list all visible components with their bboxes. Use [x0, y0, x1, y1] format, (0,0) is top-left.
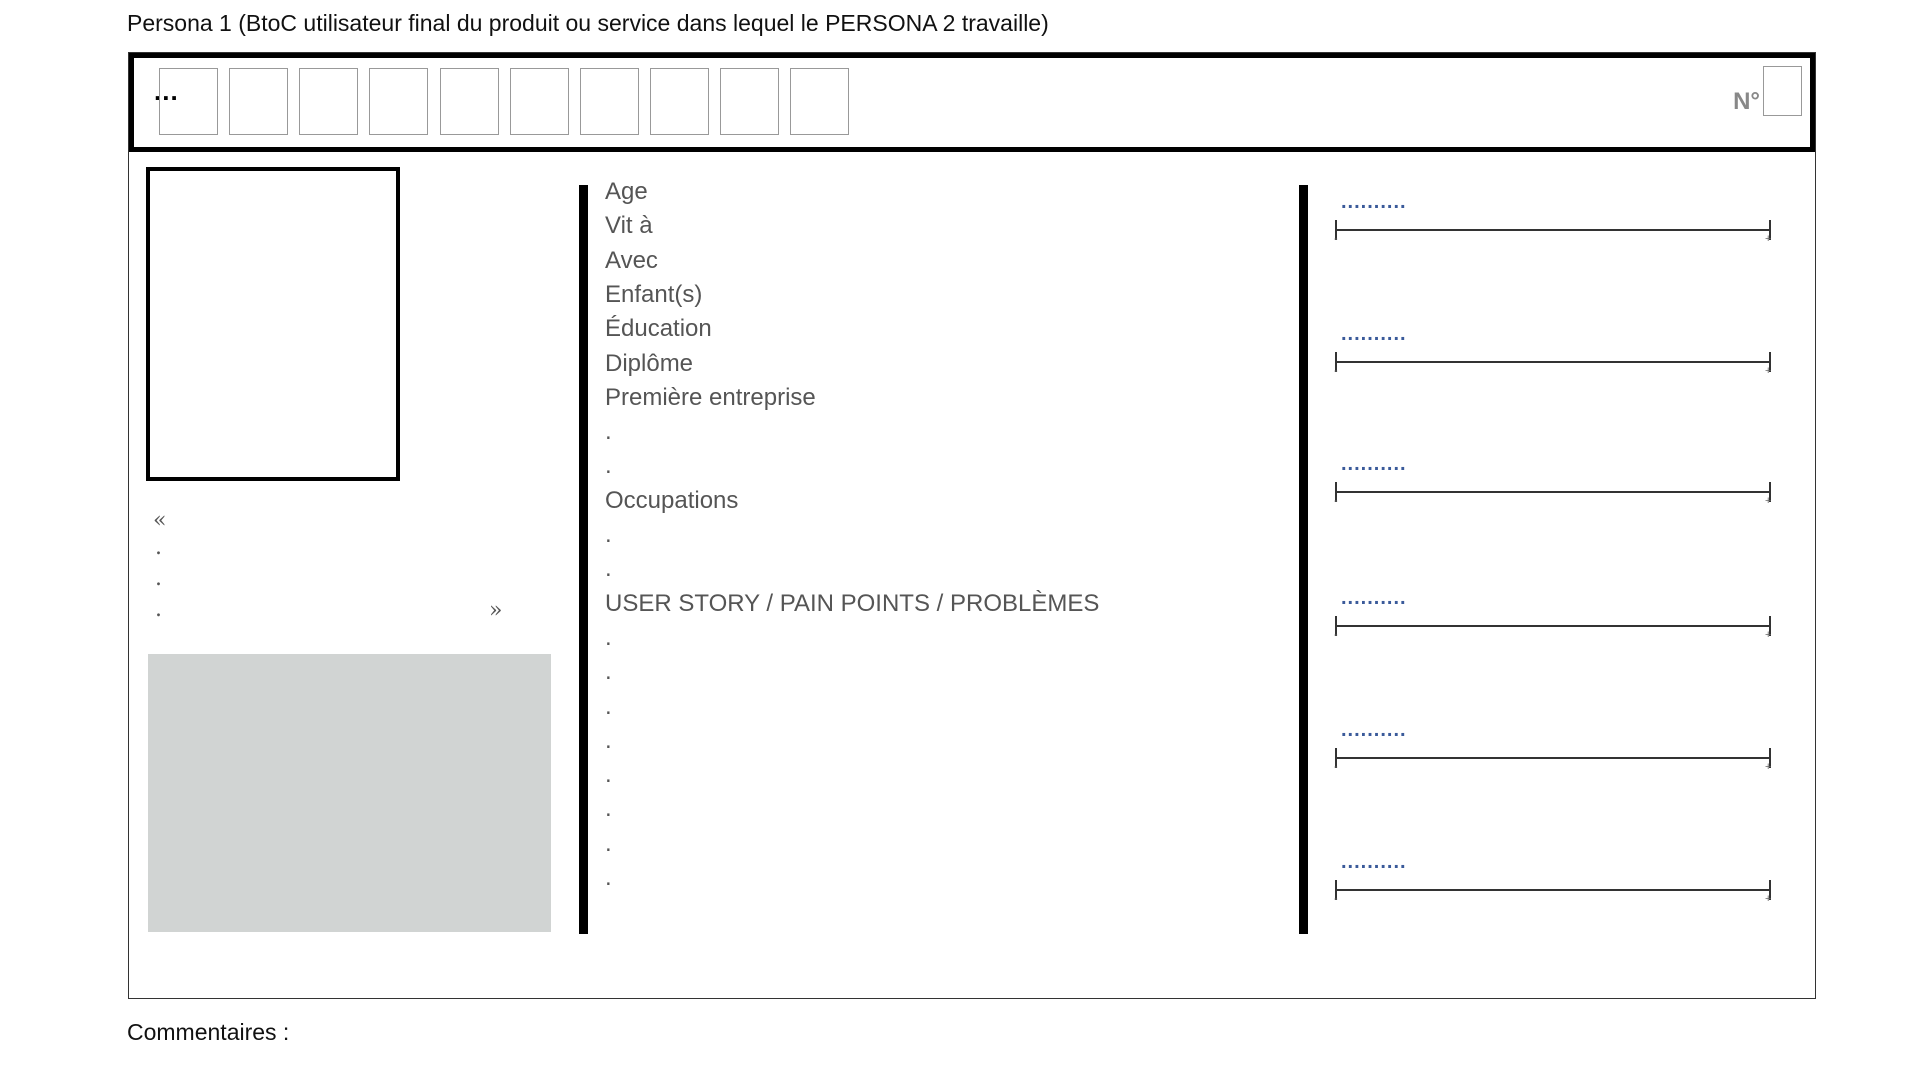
name-prefix: ...: [154, 76, 179, 106]
scale-line: [1335, 889, 1771, 891]
rating-scale[interactable]: [1335, 719, 1773, 789]
info-line: .: [605, 829, 612, 857]
letter-box[interactable]: [510, 68, 569, 135]
quote-dot: .: [155, 597, 162, 622]
quote-close-mark: »: [489, 598, 503, 623]
scale-label: ..........: [1341, 323, 1407, 345]
info-line: .: [605, 726, 612, 754]
photo-placeholder: [146, 167, 400, 481]
scale-label: ..........: [1341, 719, 1407, 741]
scale-label: ..........: [1341, 587, 1407, 609]
info-line: Première entreprise: [605, 383, 816, 411]
info-line: .: [605, 521, 612, 548]
info-line: .: [605, 623, 612, 651]
info-line: .: [605, 418, 612, 446]
scale-label: ..........: [1341, 453, 1407, 475]
info-line: Éducation: [605, 315, 712, 343]
rating-scale[interactable]: [1335, 587, 1773, 657]
letter-box[interactable]: [229, 68, 288, 135]
scale-plus: +: [1765, 761, 1772, 773]
info-line: .: [605, 864, 612, 891]
scale-minus: -: [1334, 629, 1338, 641]
number-label: N°: [1733, 88, 1760, 115]
info-line: .: [605, 692, 612, 720]
comments-label: Commentaires :: [127, 1019, 290, 1045]
letter-box[interactable]: [440, 68, 499, 135]
scale-minus: -: [1334, 233, 1338, 245]
letter-box[interactable]: [580, 68, 639, 135]
letter-box[interactable]: [650, 68, 709, 135]
letter-box[interactable]: [720, 68, 779, 135]
scale-minus: -: [1334, 893, 1338, 905]
rating-scale[interactable]: [1335, 191, 1773, 261]
persona-card: [128, 52, 1816, 999]
letter-box[interactable]: [790, 68, 849, 135]
info-line: .: [605, 555, 612, 583]
name-header: [129, 53, 1815, 152]
scale-plus: +: [1765, 893, 1772, 905]
info-line: Diplôme: [605, 349, 694, 377]
scale-minus: -: [1334, 761, 1338, 773]
info-line: .: [605, 795, 612, 823]
persona-caption: Persona 1 (BtoC utilisateur final du produit ou service dans lequel le PERSONA 2 travaille): [127, 10, 1049, 36]
scale-line: [1335, 757, 1771, 759]
quote-block: [153, 508, 513, 633]
scale-label: ..........: [1341, 851, 1407, 873]
scale-line: [1335, 625, 1771, 627]
info-line: Vit à: [605, 212, 653, 240]
quote-dot: .: [155, 566, 162, 591]
scale-minus: -: [1334, 365, 1338, 377]
info-line: .: [605, 761, 612, 789]
info-line: .: [605, 452, 612, 480]
number-box[interactable]: [1763, 66, 1802, 116]
scale-label: ..........: [1341, 191, 1407, 213]
scale-minus: -: [1334, 495, 1338, 507]
info-line: USER STORY / PAIN POINTS / PROBLÈMES: [605, 589, 1100, 617]
info-line: Avec: [605, 246, 658, 274]
quote-dot: .: [155, 535, 162, 560]
vertical-divider: [579, 185, 588, 934]
scale-line: [1335, 229, 1771, 231]
scale-line: [1335, 491, 1771, 493]
scale-plus: +: [1765, 495, 1772, 507]
letter-box[interactable]: [369, 68, 428, 135]
scale-plus: +: [1765, 233, 1772, 245]
info-line: Occupations: [605, 486, 739, 514]
info-line: Enfant(s): [605, 280, 703, 308]
grey-placeholder: [148, 654, 551, 932]
rating-scale[interactable]: [1335, 323, 1773, 393]
info-line: Age: [605, 178, 648, 205]
vertical-divider: [1299, 185, 1308, 934]
scale-plus: +: [1765, 629, 1772, 641]
info-line: .: [605, 658, 612, 686]
quote-open-mark: «: [153, 508, 167, 533]
letter-box[interactable]: [299, 68, 358, 135]
rating-scale[interactable]: [1335, 851, 1773, 921]
letter-box[interactable]: [159, 68, 218, 135]
scale-line: [1335, 361, 1771, 363]
rating-scale[interactable]: [1335, 453, 1773, 523]
scale-plus: +: [1765, 365, 1772, 377]
